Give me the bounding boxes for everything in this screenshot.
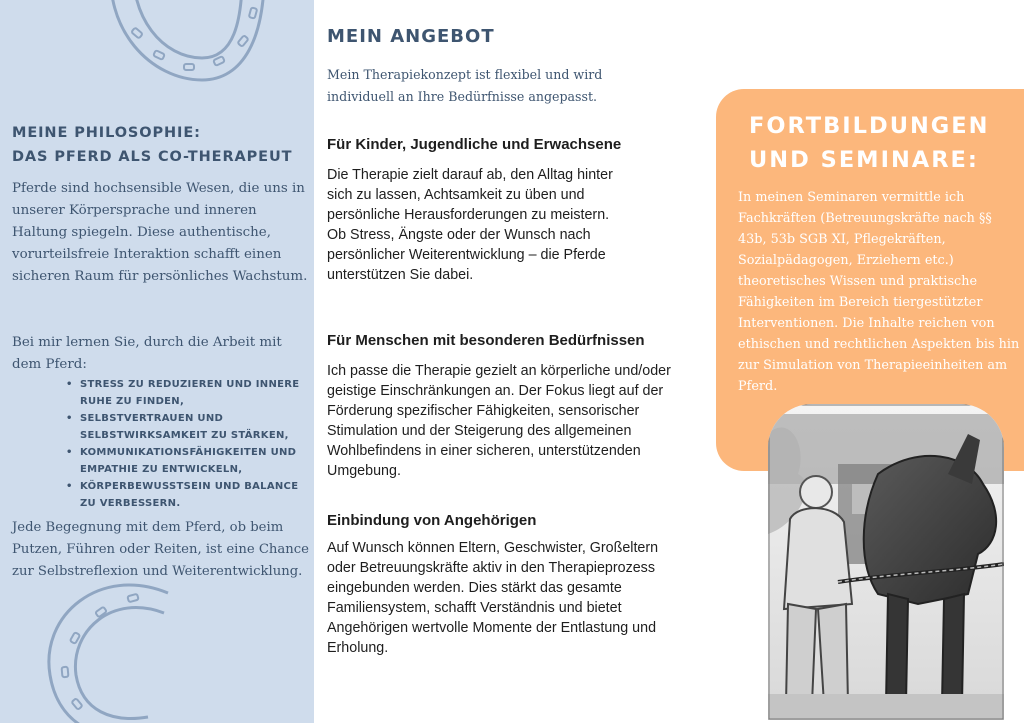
philosophy-paragraph-3: Jede Begegnung mit dem Pferd, ob beim Putzen, Führen oder Reiten, ist eine Chance zur Selbstreflexion und Weiterentwicklung. (12, 520, 309, 579)
section-text-relatives: Auf Wunsch können Eltern, Geschwister, Großeltern oder Betreuungskräfte aktiv in den Therapieprozess eingebunden werden. Dies stärkt das gesamte Familiensystem, schafft Verständnis und bietet Angehörigen wertvolle Momente der Entlastung und Erholung. (327, 540, 659, 656)
section-heading-relatives: Einbindung von Angehörigen (327, 512, 537, 529)
horse-photo-icon (768, 404, 1004, 720)
section-text-general: Die Therapie zielt darauf ab, den Alltag hinter sich zu lassen, Achtsamkeit zu üben und persönliche Herausforderungen zu meistern. Ob Stress, Ängste oder der Wunsch nach persönlicher Weiterentwicklung – die Pferde unterstützen Sie dabei. (327, 167, 613, 283)
list-item: • STRESS ZU REDUZIEREN UND INNERE RUHE ZU FINDEN, (66, 376, 312, 410)
seminar-text: In meinen Seminaren vermittle ich Fachkräften (Betreuungskräfte nach §§ 43b, 53b SGB XI, Pflegekräften, Sozialpädagogen, Erziehern etc.) theoretisches Wissen und praktische Fähigkeiten im Bereich tiergestützter Interventionen. Die Inhalte reichen von ethischen und rechtlichen Aspekten bis hin zur Simulation von Therapieeinheiten am Pferd. (738, 190, 1020, 394)
philosophy-paragraph-1: Pferde sind hochsensible Wesen, die uns in unserer Körpersprache und inneren Haltung spiegeln. Diese authentische, vorurteilsfreie Interaktion schafft einen sicheren Raum für persönliches Wachstum. (12, 181, 308, 284)
philosophy-heading (12, 121, 292, 169)
philosophy-heading-line2: DAS PFERD ALS CO-THERAPEUT (12, 149, 293, 165)
offer-intro: Mein Therapiekonzept ist flexibel und wird individuell an Ihre Bedürfnisse angepasst. (327, 67, 603, 104)
left-panel (0, 0, 314, 723)
section-heading-special-needs: Für Menschen mit besonderen Bedürfnissen (327, 332, 645, 349)
seminar-title-line2: UND SEMINARE: (749, 147, 979, 173)
list-item: • SELBSTVERTRAUEN UND SELBSTWIRKSAMKEIT ZU STÄRKEN, (66, 410, 312, 444)
seminar-title (749, 109, 989, 177)
horseshoe-icon (92, 0, 272, 110)
seminar-title-line1: FORTBILDUNGEN (749, 113, 990, 139)
section-heading-general: Für Kinder, Jugendliche und Erwachsene (327, 136, 622, 153)
list-item: • KOMMUNIKATIONSFÄHIGKEITEN UND EMPATHIE ZU ENTWICKELN, (66, 444, 312, 478)
list-item: • KÖRPERBEWUSSTSEIN UND BALANCE ZU VERBESSERN. (66, 478, 312, 512)
benefits-list (66, 376, 312, 512)
horseshoe-icon (40, 575, 190, 723)
offer-title: MEIN ANGEBOT (327, 26, 495, 47)
philosophy-paragraph-2: Bei mir lernen Sie, durch die Arbeit mit dem Pferd: (12, 335, 282, 372)
section-text-special-needs: Ich passe die Therapie gezielt an körperliche und/oder geistige Einschränkungen an. Der Fokus liegt auf der Förderung spezifischer Fähigkeiten, sensorischer Stimulation und der Steigerung des allgemeinen Wohlbefindens in einer sicheren, unterstützenden Umgebung. (327, 363, 671, 479)
philosophy-heading-line1: MEINE PHILOSOPHIE: (12, 125, 201, 141)
